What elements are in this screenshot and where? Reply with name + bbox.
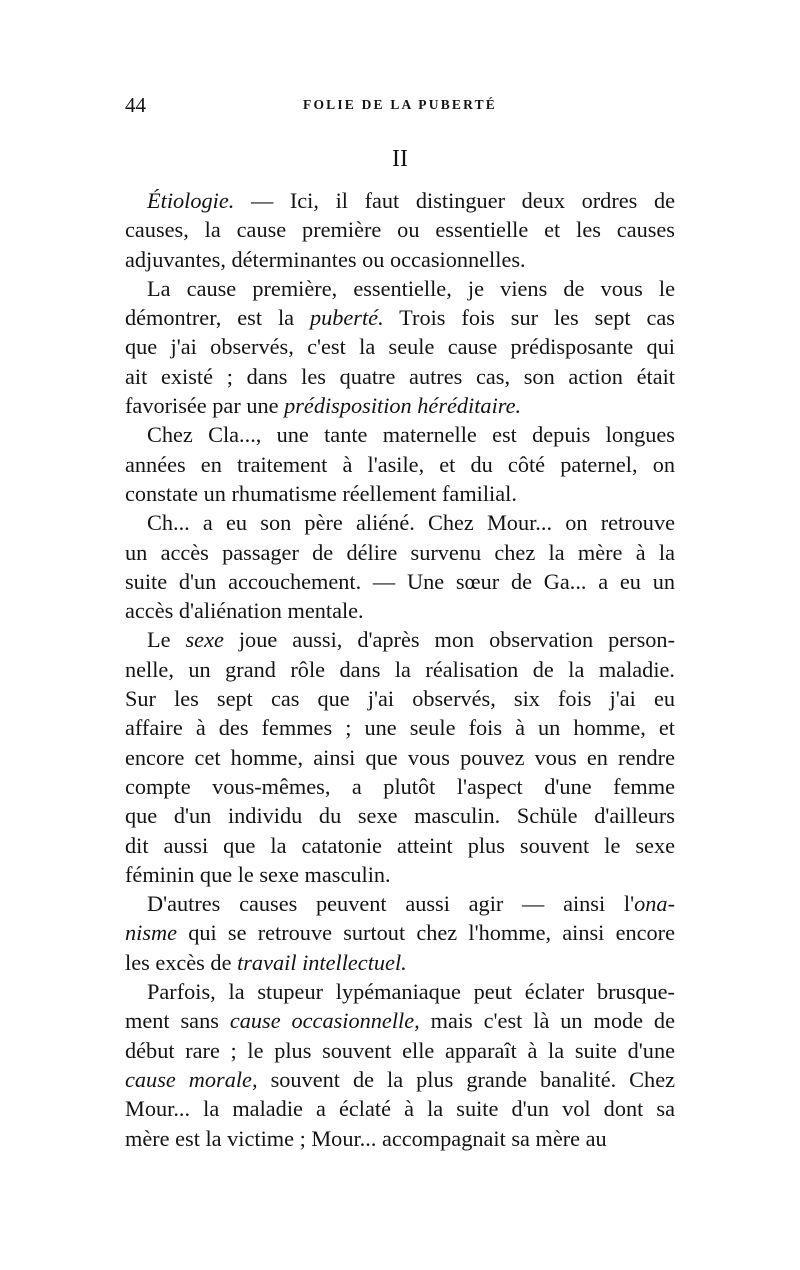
text-line [125,567,675,596]
section-heading: II [392,146,408,172]
text-segment: ment sans [125,1008,230,1034]
book-page [125,92,675,1153]
text-line [125,948,675,977]
text-segment: mère est la victime ; Mour... accompagnait sa mère au [125,1125,607,1151]
text-line [125,420,675,449]
text-segment: encore cet homme, ainsi que vous pouvez vous en rendre [125,744,675,770]
text-line [125,860,675,889]
italic-text: Étiologie. [147,188,235,213]
paragraph [125,274,675,420]
text-line [125,918,675,947]
text-segment: qui se retrouve surtout chez l'homme, ainsi encore [177,920,675,946]
text-line [125,450,675,479]
page-number: 44 [125,93,146,117]
text-line [125,391,675,420]
text-segment: Mour... la maladie a éclaté à la suite d'un vol dont sa [125,1096,675,1122]
text-segment: adjuvantes, déterminantes ou occasionnelles. [125,246,526,272]
text-segment: souvent de la plus grande banalité. Chez [257,1066,675,1092]
text-line [125,977,675,1006]
paragraph [125,186,675,274]
italic-text: cause occasionnelle, [229,1008,420,1034]
text-segment: D'autres causes peuvent aussi agir — ainsi l' [147,891,635,917]
text-line [125,1124,675,1153]
text-segment: Ch... a eu son père aliéné. Chez Mour... on retrouve [147,510,675,536]
italic-text: nisme [125,920,178,946]
text-segment: dit aussi que la catatonie atteint plus souvent le sexe [125,832,675,858]
paragraph [125,625,675,889]
text-line [125,362,675,391]
text-segment: un accès passager de délire survenu chez la mère à la [125,539,675,565]
text-line [125,1094,675,1123]
paragraph [125,420,675,508]
text-segment: compte vous-mêmes, a plutôt l'aspect d'une femme [125,773,675,799]
text-line [125,625,675,654]
text-segment: mais c'est là un mode de [419,1008,675,1034]
text-segment: constate un rhumatisme réellement familial. [125,480,517,506]
text-segment: nelle, un grand rôle dans la réalisation de la maladie. [125,656,675,682]
text-line [125,186,675,215]
italic-text: travail intellectuel. [237,949,407,975]
text-segment: Chez Cla..., une tante maternelle est depuis longues [147,422,675,448]
text-line [125,303,675,332]
text-line [125,1036,675,1065]
text-line [125,508,675,537]
text-segment: démontrer, est la [125,305,310,331]
paragraph [125,889,675,977]
text-segment: Trois fois sur les sept cas [383,305,675,331]
paragraph [125,977,675,1153]
italic-text: ona- [634,891,675,917]
text-line [125,332,675,361]
body-text [125,186,675,1153]
running-head [125,92,675,122]
text-segment: favorisée par une [125,393,285,419]
italic-text: prédisposition héréditaire. [284,393,522,419]
text-line [125,889,675,918]
italic-text: sexe [185,627,224,653]
text-segment: — Ici, il faut distinguer deux ordres de [234,188,675,213]
text-segment: féminin que le sexe masculin. [125,861,391,887]
text-segment: ait existé ; dans les quatre autres cas, son action était [125,363,675,389]
text-line [125,743,675,772]
text-line [125,713,675,742]
text-segment: suite d'un accouchement. — Une sœur de Ga... a eu un [125,568,675,594]
text-line [125,1006,675,1035]
text-segment: début rare ; le plus souvent elle apparaît à la suite d'une [125,1037,675,1063]
running-title: FOLIE DE LA PUBERTÉ [303,97,497,112]
text-segment: joue aussi, d'après mon observation person- [223,627,676,653]
text-segment: Sur les sept cas que j'ai observés, six fois j'ai eu [125,686,675,712]
text-segment: Parfois, la stupeur lypémaniaque peut éclater brusque- [147,979,675,1005]
text-segment: que d'un individu du sexe masculin. Schüle d'ailleurs [125,803,675,829]
text-line [125,215,675,244]
text-line [125,801,675,830]
text-segment: que j'ai observés, c'est la seule cause prédisposante qui [125,334,675,360]
paragraph [125,508,675,625]
text-line [125,538,675,567]
text-line [125,1065,675,1094]
text-segment: affaire à des femmes ; une seule fois à un homme, et [125,715,675,741]
text-line [125,274,675,303]
text-segment: années en traitement à l'asile, et du côté paternel, on [125,451,675,477]
text-segment: causes, la cause première ou essentielle et les causes [125,217,675,243]
text-segment: Le [147,627,186,653]
text-line [125,772,675,801]
text-line [125,245,675,274]
text-segment: La cause première, essentielle, je viens de vous le [147,275,675,301]
text-line [125,479,675,508]
italic-text: cause morale, [125,1066,258,1092]
italic-text: puberté. [309,305,384,331]
text-line [125,831,675,860]
text-line [125,655,675,684]
text-segment: accès d'aliénation mentale. [125,598,364,624]
text-segment: les excès de [125,949,238,975]
text-line [125,596,675,625]
text-line [125,684,675,713]
